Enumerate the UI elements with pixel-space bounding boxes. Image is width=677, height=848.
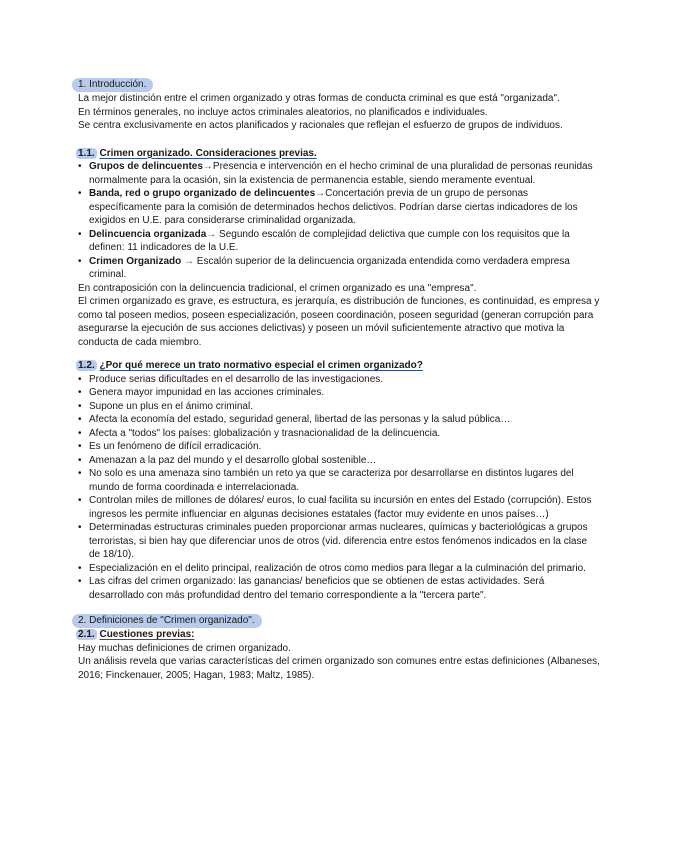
list-item: • Determinadas estructuras criminales pueden proporcionar armas nucleares, químicas y bacteriológicas a grupos terroristas, si bien hay que diferenciar unos de otros (vid. diferencia entre estos fenómenos indicados en la clase de 18/10). <box>78 521 600 562</box>
list-item <box>78 187 600 228</box>
list-item: • Genera mayor impunidad en las acciones criminales. <box>78 386 600 400</box>
subsection-number: 1.1. <box>78 147 95 159</box>
paragraph-empresa: En contraposición con la delincuencia tradicional, el crimen organizado es una "empresa". <box>78 282 477 294</box>
arrow-right-icon: → <box>181 255 195 267</box>
term-description: Concertación previa de un grupo de personas específicamente para la comisión de determinados hechos delictivos. Podrían darse ciertas indicadores de los exigidos en U.E. para considerarse criminalidad organizada. <box>89 188 578 226</box>
list-item: • Supone un plus en el ánimo criminal. <box>78 400 600 414</box>
reasons-list <box>78 373 600 603</box>
list-item: • Especialización en el delito principal, realización de otros como medios para llegar a la culminación del primario. <box>78 562 600 576</box>
section-1 <box>78 78 600 133</box>
subsection-1-1 <box>78 147 600 350</box>
list-item: • Las cifras del crimen organizado: las ganancias/ beneficios que se obtienen de estas actividades. Será desarrollado con más profundidad dentro del temario correspondiente a la "tercera parte". <box>78 575 600 602</box>
definitions-list <box>78 160 600 282</box>
list-item <box>78 228 600 255</box>
term-label: Grupos de delincuentes <box>89 161 203 172</box>
list-item: • Afecta a "todos" los países: globalización y trasnacionalidad de la delincuencia. <box>78 427 600 441</box>
list-item <box>78 255 600 282</box>
section-heading-definiciones: 2. Definiciones de "Crimen organizado". <box>72 614 262 628</box>
list-item: • Produce serias dificultades en el desarrollo de las investigaciones. <box>78 373 600 387</box>
subsection-heading-1-1 <box>78 147 600 161</box>
section-heading-introduccion: 1. Introducción. <box>72 78 153 92</box>
term-label: Banda, red o grupo organizado de delincuentes <box>89 188 316 199</box>
list-item: • No solo es una amenaza sino también un reto ya que se caracteriza por desarrollarse en distintos lugares del mundo de forma coordinada e interrelacionada. <box>78 467 600 494</box>
paragraph-crimen-grave: El crimen organizado es grave, es estructura, es jerarquía, es distribución de funciones, es continuidad, es empresa y como tal poseen medios, poseen especialización, poseen coordinación, poseen seguridad (generan corrupción para asegurarse la ejecución de sus acciones delictivas) y poseen un móvil suficientemente atractivo que motiva la conducta de cada miembro. <box>78 296 600 348</box>
subsection-1-2 <box>78 359 600 602</box>
term-description: Escalón superior de la delincuencia organizada entendida como verdadera empresa criminal. <box>89 255 570 280</box>
arrow-right-icon: → <box>206 228 217 240</box>
arrow-right-icon: → <box>315 188 326 199</box>
definitions-paragraph-1: Hay muchas definiciones de crimen organizado. <box>78 642 291 654</box>
subsection-heading-2-1 <box>78 628 600 642</box>
subsection-title: Cuestiones previas: <box>99 629 195 640</box>
term-description: Segundo escalón de complejidad delictiva que cumple con los requisitos que la definen: 11 indicadores de la U.E. <box>89 228 570 253</box>
list-item: • Controlan miles de millones de dólares/ euros, lo cual facilita su incursión en entes del Estado (corrupción). Estos ingresos les permite influenciar en algunas decisiones estatales (factor muy evidente en unos países…) <box>78 494 600 521</box>
intro-paragraph-2: En términos generales, no incluye actos criminales aleatorios, no planificados e individuales. <box>78 106 488 118</box>
subsection-title: Crimen organizado. Consideraciones previas. <box>99 147 317 159</box>
term-label: Delincuencia organizada <box>89 228 207 240</box>
list-item: • Es un fenómeno de difícil erradicación. <box>78 440 600 454</box>
subsection-number: 1.2. <box>78 360 95 371</box>
subsection-heading-1-2 <box>78 359 600 373</box>
intro-paragraph-3: Se centra exclusivamente en actos planificados y racionales que reflejan el esfuerzo de grupos de individuos. <box>78 120 563 131</box>
definitions-paragraph-2: Un análisis revela que varias características del crimen organizado son comunes entre estas definiciones (Albaneses, 2016; Finckenauer, 2005; Hagan, 1983; Maltz, 1985). <box>78 656 600 681</box>
document-page <box>78 78 600 682</box>
list-item <box>78 160 600 187</box>
intro-paragraph-1: La mejor distinción entre el crimen organizado y otras formas de conducta criminal es que está "organizada". <box>78 93 560 104</box>
list-item: • Afecta la economía del estado, seguridad general, libertad de las personas y la salud pública… <box>78 413 600 427</box>
subsection-number: 2.1. <box>78 629 95 640</box>
arrow-right-icon: → <box>202 161 213 172</box>
section-2 <box>78 614 600 682</box>
term-label: Crimen Organizado <box>89 255 182 267</box>
subsection-title: ¿Por qué merece un trato normativo especial el crimen organizado? <box>99 360 423 371</box>
list-item: • Amenazan a la paz del mundo y el desarrollo global sostenible… <box>78 454 600 468</box>
term-description: Presencia e intervención en el hecho criminal de una pluralidad de personas reunidas normalmente para la ocasión, sin la existencia de permanencia estable, siendo meramente eventual. <box>89 161 593 186</box>
